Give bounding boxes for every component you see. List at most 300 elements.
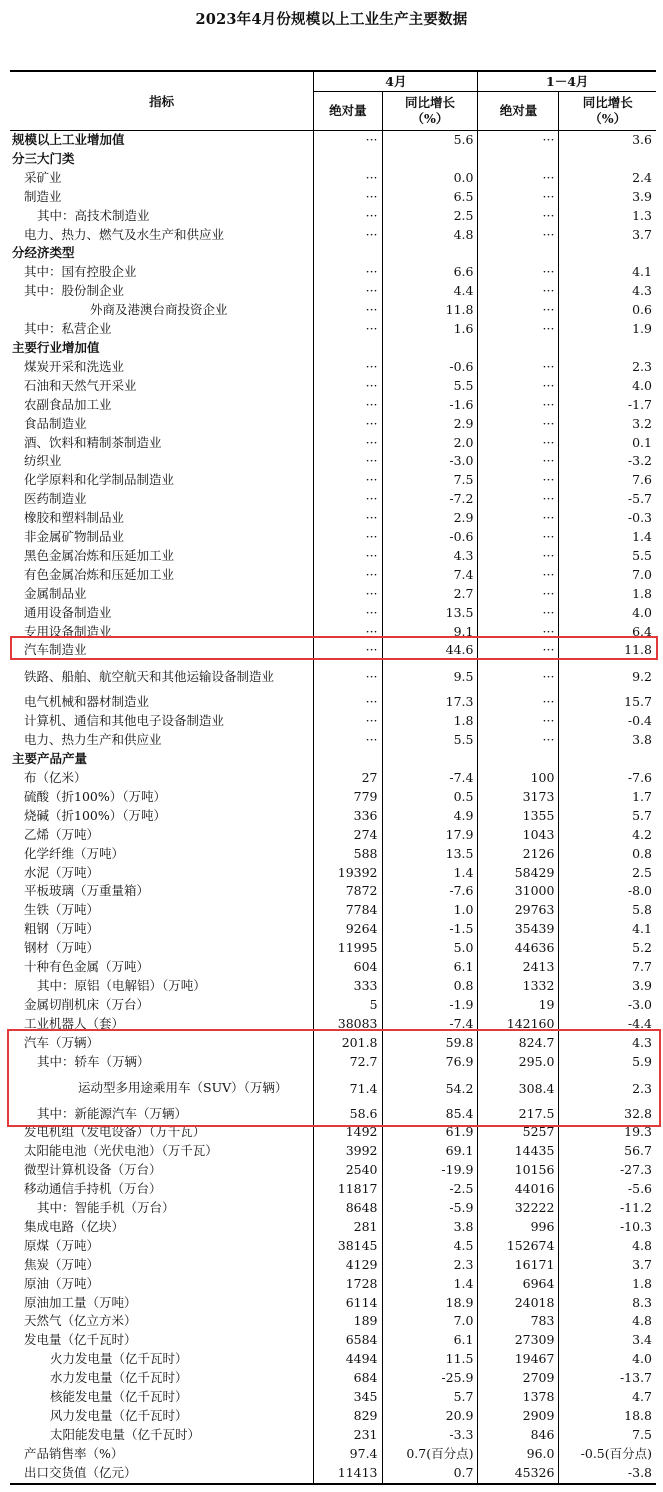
cell-abs-april: 684 <box>314 1369 382 1388</box>
table-row <box>10 901 656 920</box>
cell-yoy-jan-apr: 1.7 <box>559 788 656 807</box>
cell-yoy-jan-apr: -11.2 <box>559 1199 656 1218</box>
row-label: 发电量（亿千瓦时） <box>24 1332 137 1348</box>
cell-abs-april: 5 <box>314 996 382 1015</box>
cell-abs-jan-apr: ··· <box>478 731 559 750</box>
row-label: 十种有色金属（万吨） <box>24 959 150 975</box>
cell-yoy-april: 1.4 <box>382 1275 478 1294</box>
cell-abs-jan-apr: ··· <box>478 693 559 712</box>
cell-yoy-april: 2.7 <box>382 585 478 604</box>
table-row <box>10 1426 656 1445</box>
table-row <box>10 641 656 660</box>
row-label: 有色金属冶炼和压延加工业 <box>24 566 175 582</box>
cell-abs-jan-apr <box>478 150 559 169</box>
cell-yoy-april: 4.8 <box>382 226 478 245</box>
cell-abs-jan-apr: ··· <box>478 509 559 528</box>
cell-yoy-april: 11.5 <box>382 1350 478 1369</box>
cell-abs-april: 231 <box>314 1426 382 1445</box>
table-row <box>10 226 656 245</box>
cell-abs-april: ··· <box>314 623 382 642</box>
table-row <box>10 396 656 415</box>
cell-abs-april: 9264 <box>314 920 382 939</box>
table-row <box>10 490 656 509</box>
cell-yoy-april: 61.9 <box>382 1123 478 1142</box>
cell-abs-april <box>314 150 382 169</box>
cell-yoy-april: 9.1 <box>382 623 478 642</box>
table-row <box>10 996 656 1015</box>
section-heading: 分经济类型 <box>12 245 75 261</box>
table-row <box>10 623 656 642</box>
row-label: 出口交货值（亿元） <box>10 1464 314 1484</box>
row-label: 运动型多用途乘用车（SUV）（万辆） <box>78 1080 288 1095</box>
table-row <box>10 788 656 807</box>
row-label: 铁路、船舶、航空航天和其他运输设备制造业 <box>24 668 275 684</box>
cell-yoy-jan-apr: 3.7 <box>559 1256 656 1275</box>
cell-abs-jan-apr: 100 <box>478 769 559 788</box>
cell-abs-jan-apr: 308.4 <box>478 1072 559 1105</box>
row-label: 采矿业 <box>24 169 62 185</box>
cell-yoy-april: 6.1 <box>382 1331 478 1350</box>
table-row <box>10 731 656 750</box>
table-row <box>10 1072 656 1105</box>
cell-yoy-april: 85.4 <box>382 1105 478 1124</box>
table-row <box>10 920 656 939</box>
cell-abs-april: ··· <box>314 585 382 604</box>
page-title: 2023年4月份规模以上工业生产主要数据 <box>195 11 468 28</box>
cell-abs-april: ··· <box>314 641 382 660</box>
cell-yoy-jan-apr: -5.6 <box>559 1180 656 1199</box>
cell-yoy-jan-apr: 7.7 <box>559 958 656 977</box>
cell-abs-april: 604 <box>314 958 382 977</box>
table-row <box>10 452 656 471</box>
table-row <box>10 282 656 301</box>
cell-abs-jan-apr: ··· <box>478 131 559 150</box>
row-label: 微型计算机设备（万台） <box>24 1162 162 1178</box>
cell-abs-april: 588 <box>314 845 382 864</box>
cell-abs-jan-apr: 10156 <box>478 1161 559 1180</box>
cell-yoy-jan-apr: 3.7 <box>559 226 656 245</box>
row-label: 其中：私营企业 <box>24 321 112 337</box>
cell-yoy-jan-apr: 1.9 <box>559 320 656 339</box>
cell-yoy-april: 1.6 <box>382 320 478 339</box>
row-label: 化学纤维（万吨） <box>24 845 125 861</box>
table-row <box>10 301 656 320</box>
industrial-data-table <box>10 70 656 1485</box>
cell-yoy-april: 54.2 <box>382 1072 478 1105</box>
cell-yoy-jan-apr: 5.2 <box>559 939 656 958</box>
cell-yoy-jan-apr: 5.9 <box>559 1053 656 1072</box>
cell-abs-jan-apr: 58429 <box>478 864 559 883</box>
cell-yoy-april: -1.5 <box>382 920 478 939</box>
table-row <box>10 528 656 547</box>
cell-yoy-april: -0.6 <box>382 358 478 377</box>
cell-yoy-april <box>382 244 478 263</box>
cell-yoy-jan-apr <box>559 339 656 358</box>
cell-abs-jan-apr: ··· <box>478 263 559 282</box>
cell-yoy-april <box>382 339 478 358</box>
cell-yoy-april: 13.5 <box>382 604 478 623</box>
cell-abs-april: ··· <box>314 131 382 150</box>
cell-abs-jan-apr: ··· <box>478 396 559 415</box>
table-row <box>10 977 656 996</box>
cell-yoy-jan-apr: 4.3 <box>559 1034 656 1053</box>
table-row <box>10 864 656 883</box>
cell-abs-april: ··· <box>314 604 382 623</box>
cell-yoy-jan-apr: 7.6 <box>559 471 656 490</box>
cell-yoy-jan-apr: -13.7 <box>559 1369 656 1388</box>
cell-yoy-april: 17.3 <box>382 693 478 712</box>
table-row <box>10 1180 656 1199</box>
cell-yoy-april: -1.6 <box>382 396 478 415</box>
cell-yoy-april <box>382 750 478 769</box>
cell-abs-april: ··· <box>314 660 382 693</box>
cell-yoy-april: 1.4 <box>382 864 478 883</box>
cell-yoy-april: 2.0 <box>382 434 478 453</box>
cell-yoy-jan-apr: -0.5(百分点) <box>559 1445 656 1464</box>
cell-yoy-april: 0.5 <box>382 788 478 807</box>
cell-yoy-jan-apr: 5.7 <box>559 807 656 826</box>
cell-yoy-jan-apr: -7.6 <box>559 769 656 788</box>
cell-abs-april: 189 <box>314 1312 382 1331</box>
cell-yoy-april: 18.9 <box>382 1294 478 1313</box>
table-row <box>10 377 656 396</box>
row-label: 水力发电量（亿千瓦时） <box>50 1370 188 1386</box>
table-row <box>10 1123 656 1142</box>
cell-abs-april: 345 <box>314 1388 382 1407</box>
cell-yoy-jan-apr: 1.4 <box>559 528 656 547</box>
row-label: 电气机械和器材制造业 <box>24 694 150 710</box>
cell-abs-april: ··· <box>314 509 382 528</box>
cell-yoy-jan-apr: 5.5 <box>559 547 656 566</box>
cell-abs-april: 71.4 <box>314 1072 382 1105</box>
cell-abs-april: ··· <box>314 282 382 301</box>
row-label: 焦炭（万吨） <box>24 1256 100 1272</box>
row-label: 专用设备制造业 <box>24 623 112 639</box>
cell-yoy-april: 0.8 <box>382 977 478 996</box>
header-period-jan-apr: 1－4月 <box>478 71 656 92</box>
cell-abs-jan-apr: 32222 <box>478 1199 559 1218</box>
cell-abs-april: ··· <box>314 188 382 207</box>
cell-abs-jan-apr: 29763 <box>478 901 559 920</box>
table-row <box>10 1369 656 1388</box>
table-row <box>10 471 656 490</box>
cell-abs-jan-apr: 2126 <box>478 845 559 864</box>
cell-yoy-april: -0.6 <box>382 528 478 547</box>
cell-yoy-april: 59.8 <box>382 1034 478 1053</box>
cell-yoy-jan-apr <box>559 750 656 769</box>
cell-abs-jan-apr <box>478 339 559 358</box>
table-row <box>10 1331 656 1350</box>
row-label: 食品制造业 <box>24 415 87 431</box>
table-row <box>10 826 656 845</box>
cell-abs-april: 829 <box>314 1407 382 1426</box>
cell-abs-jan-apr: 44016 <box>478 1180 559 1199</box>
cell-abs-jan-apr: 16171 <box>478 1256 559 1275</box>
cell-abs-jan-apr: 217.5 <box>478 1105 559 1124</box>
cell-yoy-jan-apr: 3.6 <box>559 131 656 150</box>
table-row <box>10 1464 656 1484</box>
table-row <box>10 1350 656 1369</box>
table-row <box>10 712 656 731</box>
row-label: 其中：国有控股企业 <box>24 264 137 280</box>
cell-abs-jan-apr: ··· <box>478 623 559 642</box>
cell-yoy-april: 69.1 <box>382 1142 478 1161</box>
cell-abs-april: ··· <box>314 226 382 245</box>
cell-abs-april: 8648 <box>314 1199 382 1218</box>
section-heading: 主要行业增加值 <box>12 339 100 355</box>
cell-yoy-april: 5.6 <box>382 131 478 150</box>
cell-abs-jan-apr: 19467 <box>478 1350 559 1369</box>
row-label: 天然气（亿立方米） <box>24 1313 137 1329</box>
cell-abs-jan-apr: ··· <box>478 358 559 377</box>
cell-abs-april: 58.6 <box>314 1105 382 1124</box>
cell-yoy-april: 9.5 <box>382 660 478 693</box>
row-label: 石油和天然气开采业 <box>24 377 137 393</box>
row-label: 农副食品加工业 <box>24 396 112 412</box>
cell-abs-jan-apr <box>478 244 559 263</box>
cell-abs-april: 11413 <box>314 1464 382 1484</box>
cell-yoy-april: 4.5 <box>382 1237 478 1256</box>
row-label: 外商及港澳台商投资企业 <box>90 302 228 318</box>
cell-yoy-jan-apr: 7.0 <box>559 566 656 585</box>
row-label: 计算机、通信和其他电子设备制造业 <box>24 713 225 729</box>
cell-yoy-april: -1.9 <box>382 996 478 1015</box>
cell-yoy-april: 0.0 <box>382 169 478 188</box>
row-label: 非金属矿物制品业 <box>24 529 125 545</box>
cell-abs-april: ··· <box>314 434 382 453</box>
cell-abs-april: ··· <box>314 731 382 750</box>
cell-abs-april: ··· <box>314 396 382 415</box>
cell-yoy-april: 2.9 <box>382 509 478 528</box>
header-abs-april: 绝对量 <box>314 92 382 131</box>
table-row <box>10 750 656 769</box>
cell-abs-jan-apr: 96.0 <box>478 1445 559 1464</box>
cell-abs-jan-apr: 142160 <box>478 1015 559 1034</box>
table-row <box>10 807 656 826</box>
cell-yoy-april <box>382 150 478 169</box>
cell-yoy-jan-apr: 4.7 <box>559 1388 656 1407</box>
cell-yoy-jan-apr: -8.0 <box>559 882 656 901</box>
row-label: 医药制造业 <box>24 491 87 507</box>
cell-abs-jan-apr: 2909 <box>478 1407 559 1426</box>
table-row <box>10 1312 656 1331</box>
cell-abs-jan-apr: ··· <box>478 282 559 301</box>
cell-abs-april: ··· <box>314 377 382 396</box>
row-label: 火力发电量（亿千瓦时） <box>50 1351 188 1367</box>
cell-yoy-jan-apr: 4.0 <box>559 377 656 396</box>
cell-yoy-april: 76.9 <box>382 1053 478 1072</box>
cell-abs-april: 11817 <box>314 1180 382 1199</box>
cell-yoy-jan-apr: 2.4 <box>559 169 656 188</box>
table-row <box>10 1142 656 1161</box>
cell-abs-jan-apr: ··· <box>478 226 559 245</box>
cell-abs-april: 2540 <box>314 1161 382 1180</box>
header-yoy-unit: （%） <box>589 111 627 126</box>
table-row <box>10 150 656 169</box>
cell-abs-april <box>314 750 382 769</box>
cell-yoy-jan-apr: 3.4 <box>559 1331 656 1350</box>
cell-yoy-jan-apr: 3.8 <box>559 731 656 750</box>
cell-yoy-april: 4.3 <box>382 547 478 566</box>
cell-abs-april <box>314 244 382 263</box>
cell-yoy-april: -7.4 <box>382 1015 478 1034</box>
row-label: 水泥（万吨） <box>24 864 100 880</box>
cell-yoy-jan-apr: 3.9 <box>559 188 656 207</box>
cell-yoy-april: -7.6 <box>382 882 478 901</box>
row-label: 电力、热力、燃气及水生产和供应业 <box>24 226 225 242</box>
row-label: 纺织业 <box>24 453 62 469</box>
cell-yoy-april: 11.8 <box>382 301 478 320</box>
row-label: 太阳能发电量（亿千瓦时） <box>50 1426 201 1442</box>
cell-yoy-april: 2.3 <box>382 1256 478 1275</box>
cell-abs-jan-apr: 2709 <box>478 1369 559 1388</box>
cell-yoy-jan-apr: 5.8 <box>559 901 656 920</box>
cell-yoy-jan-apr: 7.5 <box>559 1426 656 1445</box>
cell-yoy-april: 4.4 <box>382 282 478 301</box>
cell-yoy-april: 0.7(百分点) <box>382 1445 478 1464</box>
table-row <box>10 1388 656 1407</box>
header-abs-jan-apr: 绝对量 <box>478 92 559 131</box>
cell-yoy-jan-apr: -3.8 <box>559 1464 656 1484</box>
table-row <box>10 845 656 864</box>
row-label: 化学原料和化学制品制造业 <box>24 472 175 488</box>
table-row <box>10 1256 656 1275</box>
row-label: 汽车（万辆） <box>24 1034 100 1050</box>
table-row <box>10 1407 656 1426</box>
row-label: 其中：股份制企业 <box>24 283 125 299</box>
cell-yoy-jan-apr: -3.2 <box>559 452 656 471</box>
row-label: 金属制品业 <box>24 585 87 601</box>
cell-yoy-jan-apr: 0.8 <box>559 845 656 864</box>
cell-abs-april: ··· <box>314 263 382 282</box>
cell-abs-jan-apr: 783 <box>478 1312 559 1331</box>
cell-abs-april: 6114 <box>314 1294 382 1313</box>
cell-abs-jan-apr: 6964 <box>478 1275 559 1294</box>
cell-abs-jan-apr: 27309 <box>478 1331 559 1350</box>
header-yoy-jan-apr <box>559 92 656 131</box>
cell-abs-april: 7784 <box>314 901 382 920</box>
row-label: 其中：原铝（电解铝）（万吨） <box>37 977 206 993</box>
cell-yoy-jan-apr: 32.8 <box>559 1105 656 1124</box>
row-label: 产品销售率（%） <box>24 1445 124 1461</box>
cell-abs-jan-apr: ··· <box>478 377 559 396</box>
cell-abs-jan-apr: ··· <box>478 660 559 693</box>
cell-yoy-jan-apr: 4.3 <box>559 282 656 301</box>
cell-abs-jan-apr: 1378 <box>478 1388 559 1407</box>
cell-yoy-april: -5.9 <box>382 1199 478 1218</box>
header-yoy-april <box>382 92 478 131</box>
cell-yoy-jan-apr: 2.3 <box>559 1072 656 1105</box>
cell-yoy-april: -7.2 <box>382 490 478 509</box>
cell-abs-april: ··· <box>314 358 382 377</box>
cell-abs-jan-apr: 1355 <box>478 807 559 826</box>
cell-yoy-april: 0.7 <box>382 1464 478 1484</box>
cell-abs-april: ··· <box>314 693 382 712</box>
cell-abs-jan-apr: 5257 <box>478 1123 559 1142</box>
cell-yoy-jan-apr: 9.2 <box>559 660 656 693</box>
cell-abs-jan-apr: 2413 <box>478 958 559 977</box>
cell-abs-april: 333 <box>314 977 382 996</box>
cell-yoy-april: 4.9 <box>382 807 478 826</box>
cell-abs-april: 274 <box>314 826 382 845</box>
cell-abs-jan-apr: ··· <box>478 301 559 320</box>
cell-abs-april: 336 <box>314 807 382 826</box>
cell-abs-jan-apr: 45326 <box>478 1464 559 1484</box>
cell-abs-jan-apr: 14435 <box>478 1142 559 1161</box>
cell-yoy-jan-apr: 2.5 <box>559 864 656 883</box>
cell-abs-april: ··· <box>314 471 382 490</box>
cell-yoy-jan-apr: 2.3 <box>559 358 656 377</box>
cell-abs-april: ··· <box>314 301 382 320</box>
table-row <box>10 958 656 977</box>
cell-yoy-april: -19.9 <box>382 1161 478 1180</box>
row-label: 风力发电量（亿千瓦时） <box>50 1408 188 1423</box>
cell-abs-jan-apr: 24018 <box>478 1294 559 1313</box>
cell-yoy-jan-apr: 15.7 <box>559 693 656 712</box>
cell-abs-april: 4494 <box>314 1350 382 1369</box>
cell-yoy-april: 5.5 <box>382 731 478 750</box>
table-row <box>10 358 656 377</box>
cell-abs-april: 11995 <box>314 939 382 958</box>
cell-yoy-april: 7.0 <box>382 1312 478 1331</box>
row-label: 核能发电量（亿千瓦时） <box>50 1389 188 1405</box>
row-label: 生铁（万吨） <box>24 902 100 918</box>
cell-abs-jan-apr: ··· <box>478 641 559 660</box>
table-row <box>10 188 656 207</box>
cell-yoy-april: -2.5 <box>382 1180 478 1199</box>
cell-abs-april: 6584 <box>314 1331 382 1350</box>
table-row <box>10 207 656 226</box>
cell-yoy-jan-apr: 0.1 <box>559 434 656 453</box>
table-row <box>10 1034 656 1053</box>
row-label: 其中：高技术制造业 <box>37 207 150 223</box>
cell-yoy-jan-apr: 19.3 <box>559 1123 656 1142</box>
section-heading: 规模以上工业增加值 <box>12 132 125 147</box>
cell-yoy-jan-apr: 56.7 <box>559 1142 656 1161</box>
row-label: 其中：智能手机（万台） <box>37 1200 175 1216</box>
table-row <box>10 1237 656 1256</box>
cell-abs-jan-apr: 846 <box>478 1426 559 1445</box>
row-label: 集成电路（亿块） <box>24 1218 125 1234</box>
cell-yoy-april: -3.3 <box>382 1426 478 1445</box>
cell-yoy-jan-apr: 18.8 <box>559 1407 656 1426</box>
header-yoy-unit: （%） <box>411 111 449 126</box>
table-row <box>10 585 656 604</box>
table-row <box>10 693 656 712</box>
cell-yoy-jan-apr: 1.8 <box>559 585 656 604</box>
row-label: 乙烯（万吨） <box>24 826 100 842</box>
cell-abs-jan-apr: ··· <box>478 604 559 623</box>
row-label: 烧碱（折100%）（万吨） <box>24 807 166 823</box>
table-row <box>10 509 656 528</box>
cell-yoy-april: 2.9 <box>382 415 478 434</box>
cell-abs-april: ··· <box>314 528 382 547</box>
cell-yoy-april: 5.0 <box>382 939 478 958</box>
cell-yoy-jan-apr: -0.4 <box>559 712 656 731</box>
row-label: 橡胶和塑料制品业 <box>24 510 125 526</box>
cell-yoy-jan-apr: 3.2 <box>559 415 656 434</box>
cell-abs-april: 1492 <box>314 1123 382 1142</box>
cell-yoy-april: -25.9 <box>382 1369 478 1388</box>
cell-abs-jan-apr: 996 <box>478 1218 559 1237</box>
row-label: 布（亿米） <box>24 770 87 785</box>
cell-yoy-jan-apr: 4.0 <box>559 604 656 623</box>
cell-abs-april: ··· <box>314 566 382 585</box>
table-row <box>10 1161 656 1180</box>
table-row <box>10 547 656 566</box>
table-row <box>10 1199 656 1218</box>
cell-abs-jan-apr: 1332 <box>478 977 559 996</box>
